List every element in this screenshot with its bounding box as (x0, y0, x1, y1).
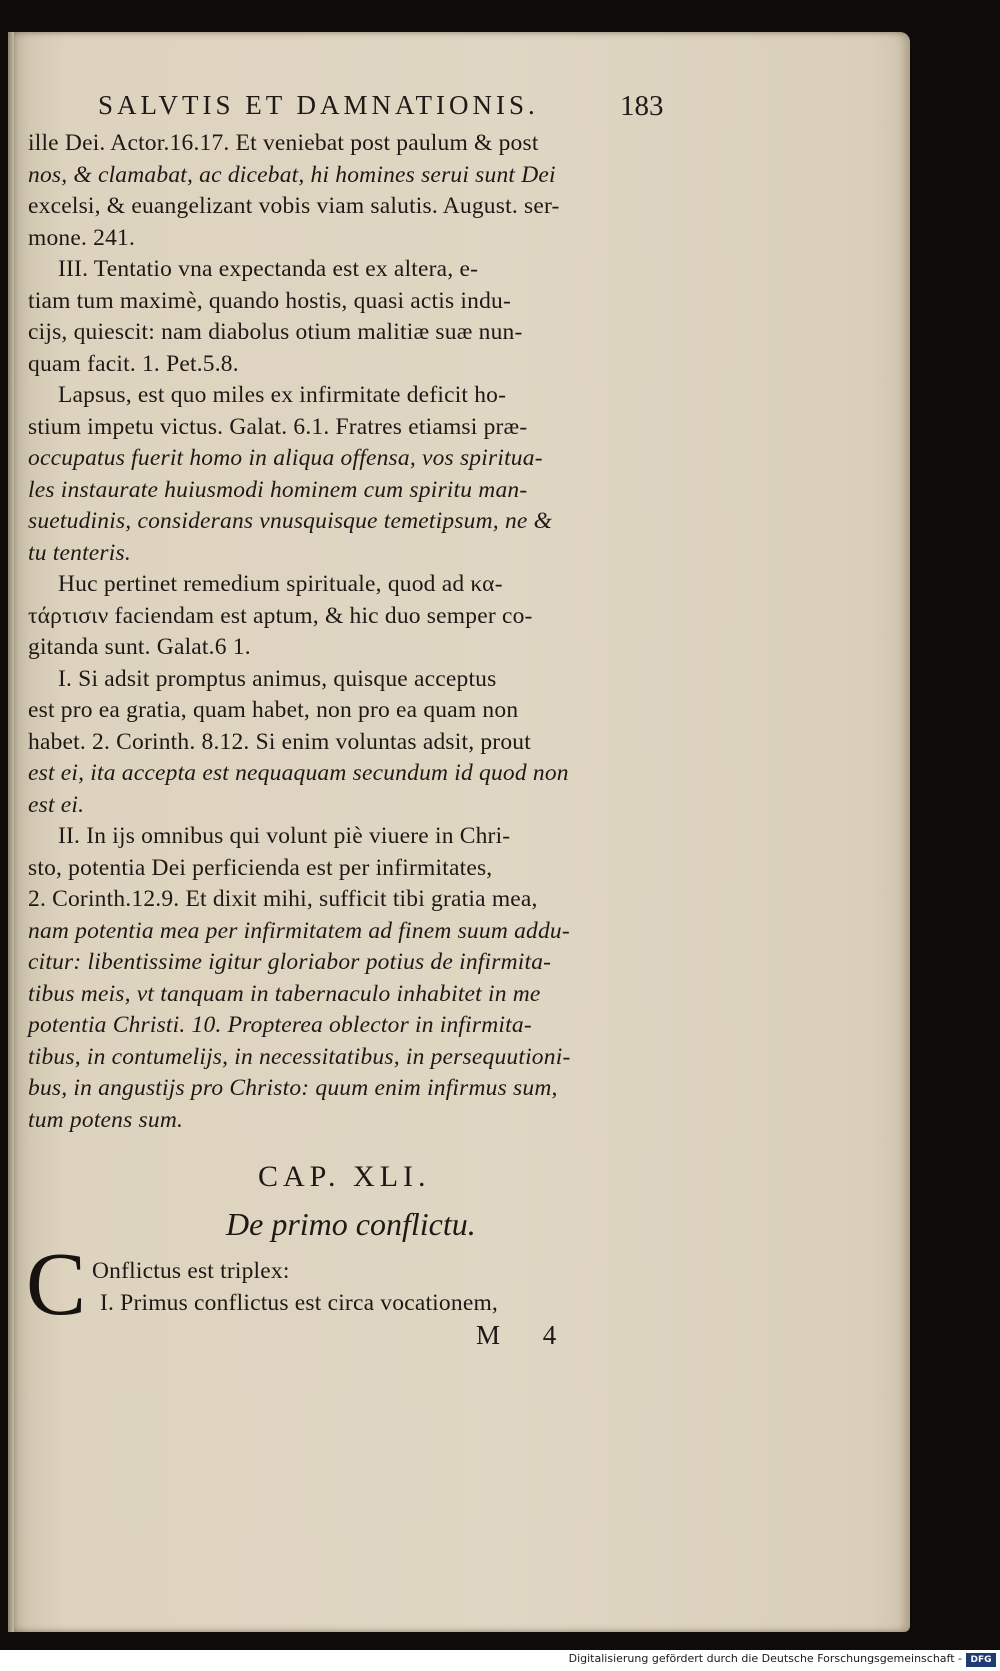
text-line: τάρτισιν faciendam est aptum, & hic duo semper co- (28, 602, 533, 629)
text-line: tibus, in contumelijs, in necessitatibus, in persequutioni- (28, 1043, 571, 1070)
text-line: est ei, ita accepta est nequaquam secundum id quod non (28, 760, 569, 786)
chapter-opening-text (92, 1256, 672, 1319)
text-line: cijs, quiescit: nam diabolus otium malitiæ suæ nun- (28, 319, 523, 345)
page-number: 183 (620, 90, 664, 122)
opening-line: I. Primus conflictus est circa vocationem, (100, 1289, 498, 1316)
body-text (28, 128, 668, 1136)
text-line: suetudinis, considerans vnusquisque temetipsum, ne & (28, 508, 553, 534)
chapter-subtitle: De primo conflictu. (226, 1206, 476, 1242)
text-line: I. Si adsit promptus animus, quisque acceptus (58, 665, 497, 692)
text-line: mone. 241. (28, 224, 136, 251)
drop-cap: C (26, 1235, 87, 1334)
text-line: ille Dei. Actor.16.17. Et veniebat post paulum & post (28, 130, 539, 156)
chapter-heading: CAP. XLI. (258, 1160, 431, 1193)
text-line: bus, in angustijs pro Christo: quum enim infirmus sum, (28, 1075, 558, 1101)
text-line: citur: libentissime igitur gloriabor potius de infirmita- (28, 949, 552, 975)
signature-mark: M 4 (476, 1320, 575, 1350)
text-line: III. Tentatio vna expectanda est ex altera, e- (58, 256, 479, 282)
text-line: est pro ea gratia, quam habet, non pro ea quam non (28, 697, 519, 723)
text-line: stium impetu victus. Galat. 6.1. Fratres etiamsi præ- (28, 413, 528, 440)
text-line: est ei. (28, 791, 85, 818)
opening-line: Onflictus est triplex: (92, 1258, 290, 1284)
text-line: Lapsus, est quo miles ex infirmitate deficit ho- (58, 382, 507, 408)
text-line: les instaurate huiusmodi hominem cum spiritu man- (28, 476, 528, 503)
text-line: habet. 2. Corinth. 8.12. Si enim voluntas adsit, prout (28, 728, 531, 755)
text-line: Huc pertinet remedium spirituale, quod ad κα- (58, 571, 503, 597)
text-line: 2. Corinth.12.9. Et dixit mihi, sufficit tibi gratia mea, (28, 886, 538, 912)
text-line: excelsi, & euangelizant vobis viam salutis. August. ser- (28, 193, 560, 219)
text-line: occupatus fuerit homo in aliqua offensa, vos spiritua- (28, 445, 543, 471)
page-gutter (8, 32, 14, 1632)
dfg-logo: DFG (966, 1653, 996, 1667)
text-line: gitanda sunt. Galat.6 1. (28, 634, 251, 660)
running-head: SALVTIS ET DAMNATIONIS. (98, 90, 539, 120)
text-line: nam potentia mea per infirmitatem ad finem suum addu- (28, 917, 570, 944)
text-line: tiam tum maximè, quando hostis, quasi actis indu- (28, 287, 512, 314)
text-line: II. In ijs omnibus qui volunt piè viuere in Chri- (58, 823, 511, 849)
text-line: quam facit. 1. Pet.5.8. (28, 350, 239, 377)
digitization-credit: Digitalisierung gefördert durch die Deutsche Forschungsgemeinschaft - (568, 1652, 962, 1665)
text-line: tu tenteris. (28, 539, 131, 566)
text-line: sto, potentia Dei perficienda est per infirmitates, (28, 854, 493, 881)
text-line: tibus meis, vt tanquam in tabernaculo inhabitet in me (28, 980, 541, 1007)
text-line: nos, & clamabat, ac dicebat, hi homines serui sunt Dei (28, 161, 556, 188)
text-line: tum potens sum. (28, 1106, 184, 1133)
text-line: potentia Christi. 10. Propterea oblector in infirmita- (28, 1012, 532, 1038)
